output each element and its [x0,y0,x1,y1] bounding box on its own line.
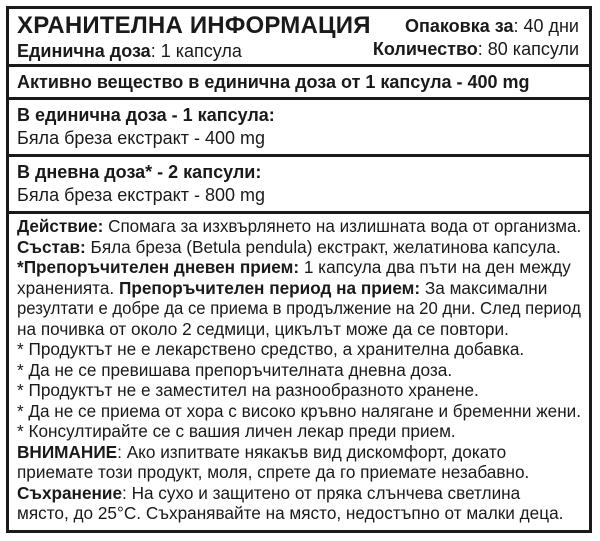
warning-text: : Ако изпитвате някакъв вид дискомфорт, докато [117,441,507,462]
daily-dose-item: Бяла бреза екстракт - 800 mg [17,185,265,205]
warning-label: ВНИМАНИЕ [17,441,118,462]
intake-line [17,257,581,278]
intake-text: 1 капсула два пъти на ден между [299,257,571,277]
package-row [373,15,579,38]
header-right [373,15,579,61]
header-left [17,12,371,63]
note-1: * Продуктът не е лекарствено средство, а хранителна добавка. [17,339,525,359]
package-label: Опаковка за [405,16,514,36]
nutrition-label [6,6,592,533]
package-value: : 40 дни [513,16,579,36]
intake-period-line [17,278,581,299]
composition-line [17,237,581,258]
unit-dose-value: : 1 капсула [150,41,242,61]
action-line [17,216,582,237]
unit-dose-row [17,40,371,63]
storage-text: : На сухо и защитено от пряка слънчева светлина [122,482,521,503]
details-section [9,214,589,524]
active-substance-text: Активно вещество в единична доза от 1 капсула - 400 mg [17,72,530,92]
active-substance-section [9,67,589,100]
period-label: Препоръчителен период на прием: [114,277,421,298]
period-line3: на почивка от около 2 седмици, цикълът може да се повтори. [17,318,509,339]
warning-line [17,442,581,463]
note-2: * Да не се превишава препоръчителната дневна доза. [17,359,453,380]
storage-label: Съхранение [17,482,123,503]
unit-dose-section [9,100,589,157]
label-header [9,9,589,67]
unit-dose-label: Единична доза [17,41,151,61]
label-title: ХРАНИТЕЛНА ИНФОРМАЦИЯ [17,12,371,39]
daily-dose-heading: В дневна доза* - 2 капсули: [17,162,262,182]
quantity-label: Количество [372,39,478,59]
warning-line2: приемате този продукт, моля, спрете да го приемате незабавно. [17,462,530,482]
period-text: За максимални [420,277,548,298]
storage-line2: място, до 25°С. Съхранявайте на място, недостъпно от малки деца. [17,503,564,523]
unit-dose-heading: В единична доза - 1 капсула: [17,105,275,125]
action-label: Действие: [17,216,104,236]
note-5: * Консултирайте се с вашия личен лекар преди прием. [17,421,456,441]
note-3: * Продуктът не е заместител на разнообразното хранене. [17,380,479,400]
composition-label: Състав: [17,236,86,257]
action-text: Спомага за изхвърлянето на излишната вода от организма. [103,216,582,236]
note-4: * Да не се приема от хора с високо кръвно налягане и бременни жени. [17,400,581,421]
composition-text: Бяла бреза (Betula pendula) екстракт, желатинова капсула. [85,236,561,257]
unit-dose-item: Бяла бреза екстракт - 400 mg [17,128,265,148]
daily-dose-section [9,157,589,214]
intake-label: *Препоръчителен дневен прием: [17,257,300,277]
period-line2: резултати е добре да се приема в продължение на 20 дни. След период [17,298,581,318]
intake-line2: храненията. [17,277,115,298]
quantity-row [373,38,579,61]
storage-line [17,483,581,504]
quantity-value: : 80 капсули [477,39,579,59]
